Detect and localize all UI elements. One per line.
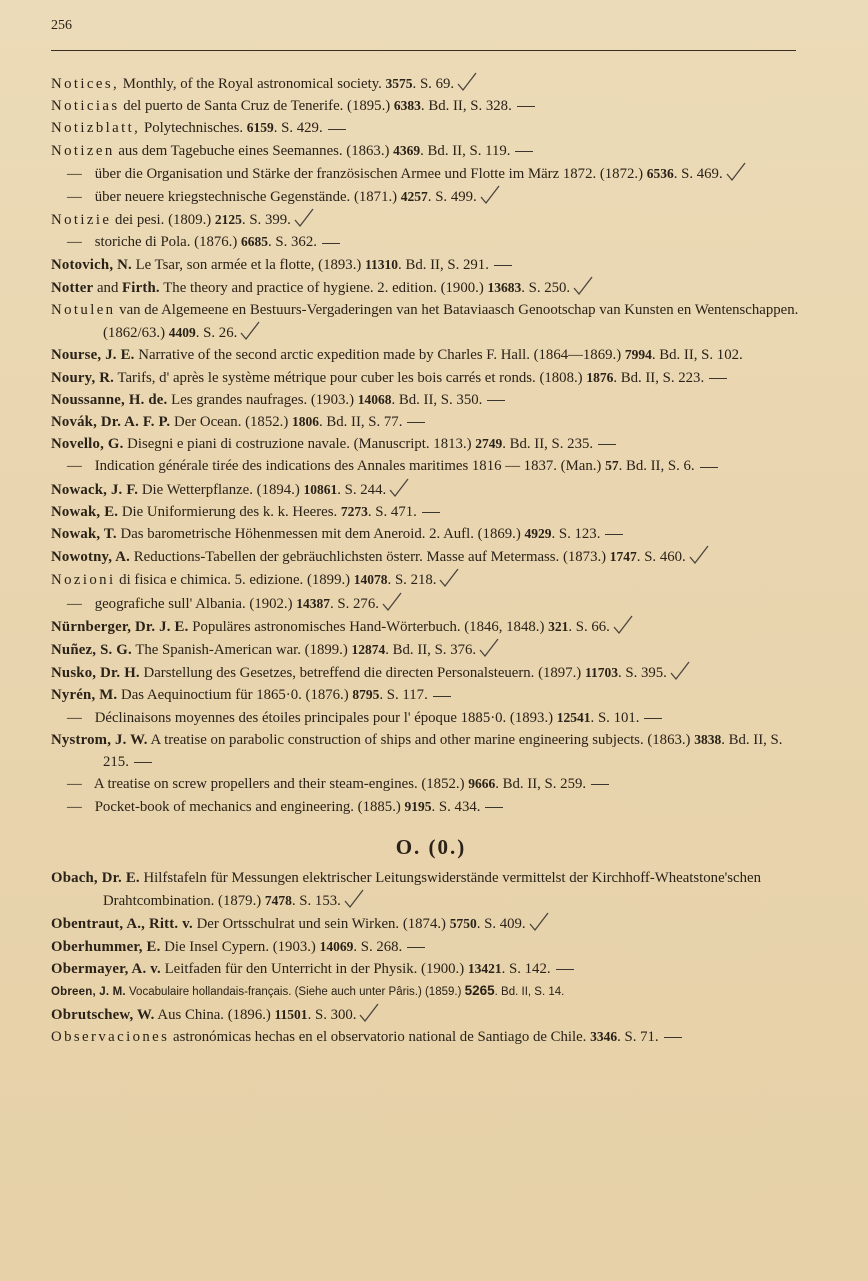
entry-title: Hilfstafeln für Messungen elektrischer Leitungswiderstände vermittelst der Kirchhoff-Wheatstone'schen Drahtcombination. (1879.): [103, 869, 761, 910]
entry-title: The theory and practice of hygiene. 2. edition. (1900.): [159, 279, 488, 296]
index-entry: [51, 117, 811, 139]
index-entries: [51, 72, 811, 1048]
entry-headword: Nourse, J. E.: [51, 347, 135, 364]
check-mark-icon: [343, 889, 365, 909]
index-entry: [51, 455, 811, 477]
catalog-number: 13421: [467, 960, 502, 976]
entry-title: Les grandes naufrages. (1903.): [167, 391, 358, 408]
entry-title: geografiche sull' Albania. (1902.): [91, 595, 297, 612]
catalog-number: 14387: [296, 595, 330, 611]
index-entry: [51, 1026, 811, 1048]
page-reference: . Bd. II, S. 328.: [420, 98, 512, 115]
dash-mark-icon: [485, 807, 503, 808]
entry-title: di fisica e chimica. 5. edizione. (1899.): [115, 572, 354, 589]
page-reference: . S. 276.: [330, 595, 379, 612]
check-mark-icon: [612, 615, 634, 635]
index-entry: [51, 912, 811, 935]
entry-title: Tarifs, d' après le système métrique pour cuber les bois carrés et ronds. (1808.): [114, 369, 587, 386]
dash-mark-icon: [422, 512, 440, 513]
entry-title: Aus China. (1896.): [154, 1006, 275, 1023]
catalog-number: 14078: [353, 572, 388, 588]
catalog-number: 5265: [464, 982, 495, 998]
entry-headword: Noussanne, H. de.: [51, 391, 168, 408]
section-heading: O. (0.): [395, 834, 467, 859]
entry-title: Die Uniformierung des k. k. Heeres.: [118, 503, 341, 520]
entry-headword: Noury, R.: [51, 369, 115, 386]
entry-title: aus dem Tagebuche eines Seemannes. (1863.): [114, 142, 394, 159]
index-entry: [51, 254, 811, 276]
dash-mark-icon: [605, 534, 623, 535]
page-reference: . S. 71.: [617, 1029, 659, 1046]
entry-title: Reductions-Tabellen der gebräuchlichsten österr. Masse auf Metermass. (1873.): [130, 549, 610, 566]
page-reference: . S. 26.: [195, 325, 238, 342]
index-entry: [51, 661, 811, 684]
catalog-number: 11310: [365, 256, 399, 272]
entry-headword: Obach, Dr. E.: [51, 869, 140, 886]
n-entries-list: [51, 72, 811, 818]
page-reference: . Bd. II, S. 376.: [385, 642, 477, 659]
page-reference: . S. 218.: [387, 572, 437, 589]
page-reference: . S. 409.: [476, 916, 526, 933]
check-mark-icon: [669, 661, 691, 681]
check-mark-icon: [456, 72, 478, 92]
entry-headword: Noticias: [51, 98, 120, 115]
dash-mark-icon: [709, 378, 727, 379]
index-entry: [51, 140, 811, 162]
index-entry: [51, 867, 811, 912]
entry-title: Indication générale tirée des indications des Annales maritimes 1816 — 1837. (Man.): [91, 458, 606, 475]
index-entry: [51, 299, 811, 344]
check-mark-icon: [388, 478, 410, 498]
page-reference: . Bd. II, S. 215.: [103, 731, 783, 771]
index-entry: [51, 638, 811, 661]
entry-title: and: [93, 279, 123, 296]
catalog-number: 8795: [352, 687, 380, 703]
entry-title: Der Ocean. (1852.): [170, 414, 292, 431]
catalog-number: 11703: [584, 665, 618, 681]
page-reference: . S. 69.: [412, 76, 455, 92]
dash-mark-icon: [591, 784, 609, 785]
catalog-number: 57: [605, 458, 619, 474]
page-reference: . S. 362.: [268, 234, 317, 251]
check-mark-icon: [528, 912, 550, 932]
entry-headword: Notizie: [51, 212, 112, 229]
catalog-number: 7478: [264, 893, 292, 909]
entry-headword: Observaciones: [51, 1029, 170, 1046]
index-entry: [51, 936, 811, 958]
index-entry: [51, 592, 811, 615]
entry-title: Das Aequinoctium für 1865·0. (1876.): [117, 687, 353, 704]
entry-headword: —: [67, 709, 82, 726]
entry-headword: Notulen: [51, 302, 116, 319]
index-entry: [51, 208, 811, 231]
page-reference: . Bd. II, S. 14.: [494, 985, 565, 998]
check-mark-icon: [239, 321, 261, 341]
catalog-number: 4929: [524, 526, 552, 542]
catalog-number: 7273: [340, 503, 368, 519]
catalog-number: 12541: [556, 709, 591, 725]
entry-title: über die Organisation und Stärke der französischen Armee und Flotte im März 1872. (1872.): [91, 165, 647, 182]
page-reference: . S. 434.: [431, 798, 481, 815]
entry-title: A treatise on parabolic construction of ships and other marine engineering subjects. (1863.): [147, 731, 695, 748]
index-entry: [51, 411, 811, 433]
entry-headword: Nozioni: [51, 572, 116, 589]
catalog-number: 11501: [274, 1006, 308, 1022]
catalog-number: 3838: [694, 731, 722, 747]
index-entry: [51, 1003, 811, 1026]
entry-headword: —: [67, 165, 82, 182]
entry-title: van de Algemeene en Bestuurs-Vergaderingen van het Bataviaasch Genootschap van Kunsten en Wentenschappen. (1862/63.): [103, 302, 799, 342]
entry-title: Populäres astronomisches Hand-Wörterbuch. (1846, 1848.): [188, 618, 549, 635]
check-mark-icon: [572, 276, 594, 296]
dash-mark-icon: [328, 129, 346, 130]
index-entry: [51, 615, 811, 638]
page-reference: . S. 471.: [367, 503, 417, 520]
index-entry: [51, 231, 811, 253]
check-mark-icon: [688, 545, 710, 565]
entry-headword: —: [67, 776, 82, 793]
index-entry: [51, 707, 811, 729]
entry-headword: Novello, G.: [51, 436, 124, 453]
entry-headword: —: [67, 189, 82, 206]
catalog-number: 1806: [291, 414, 319, 430]
index-entry: [51, 185, 811, 208]
index-entry: [51, 501, 811, 523]
header-rule: [51, 50, 796, 51]
catalog-number: 321: [548, 618, 569, 634]
entry-title: del puerto de Santa Cruz de Tenerife. (1895.): [119, 98, 394, 115]
entry-headword: Nuñez, S. G.: [51, 642, 132, 659]
dash-mark-icon: [515, 151, 533, 152]
check-mark-icon: [479, 185, 501, 205]
entry-headword: Nowak, E.: [51, 503, 119, 520]
page-reference: . S. 300.: [307, 1006, 357, 1023]
catalog-number: 2125: [214, 212, 242, 228]
index-entry: [51, 72, 811, 95]
page-reference: . S. 123.: [551, 526, 601, 543]
catalog-number: 14069: [319, 938, 354, 954]
page-reference: . S. 395.: [617, 665, 667, 682]
entry-title: astronómicas hechas en el observatorio national de Santiago de Chile.: [169, 1029, 591, 1046]
index-entry: [51, 773, 811, 795]
catalog-number: 7994: [624, 347, 652, 363]
dash-mark-icon: [433, 696, 451, 697]
catalog-number: 6685: [241, 234, 268, 250]
page-reference: . S. 429.: [273, 120, 323, 137]
catalog-number: 2749: [475, 436, 503, 452]
catalog-number: 1747: [609, 549, 637, 565]
index-entry: [51, 95, 811, 117]
entry-headword: Obreen, J. M.: [51, 985, 126, 998]
page-reference: . S. 142.: [501, 960, 551, 977]
page-reference: . Bd. II, S. 350.: [391, 391, 483, 408]
catalog-number: 4369: [393, 142, 421, 158]
entry-headword: Nystrom, J. W.: [51, 731, 148, 748]
index-entry: [51, 729, 811, 773]
dash-mark-icon: [556, 969, 574, 970]
page-number: 256: [51, 18, 72, 33]
dash-mark-icon: [700, 467, 718, 468]
check-mark-icon: [381, 592, 403, 612]
check-mark-icon: [478, 638, 500, 658]
index-entry: [51, 162, 811, 185]
catalog-number: 13683: [487, 279, 522, 295]
entry-title: Die Wetterpflanze. (1894.): [138, 481, 304, 498]
index-entry: [51, 568, 811, 591]
page-reference: . Bd. II, S. 6.: [618, 458, 695, 475]
entry-headword: Notizen: [51, 142, 115, 159]
page-reference: . Bd. II, S. 77.: [318, 414, 403, 431]
index-entry: [51, 684, 811, 706]
entry-title: storiche di Pola. (1876.): [91, 234, 241, 251]
entry-title: Der Ortsschulrat und sein Wirken. (1874.): [192, 916, 450, 933]
index-entry: [51, 367, 811, 389]
entry-title: Pocket-book of mechanics and engineering. (1885.): [91, 798, 405, 815]
page-reference: . Bd. II, S. 119.: [420, 142, 511, 159]
entry-headword: —: [67, 234, 82, 251]
page-reference: . S. 399.: [241, 212, 291, 229]
entry-headword: Notizblatt,: [51, 120, 141, 137]
catalog-number: 10861: [303, 481, 338, 497]
page-reference: . Bd. II, S. 235.: [502, 436, 594, 453]
index-entry: [51, 958, 811, 980]
entry-title: The Spanish-American war. (1899.): [131, 642, 352, 659]
entry-headword: Nowotny, A.: [51, 549, 131, 566]
catalog-number: 14068: [357, 391, 392, 407]
entry-headword: Obrutschew, W.: [51, 1006, 155, 1023]
entry-title: Die Insel Cypern. (1903.): [160, 938, 320, 955]
entry-headword: Obermayer, A. v.: [51, 960, 161, 977]
check-mark-icon: [438, 568, 460, 588]
entry-title: Das barometrische Höhenmessen mit dem Aneroid. 2. Aufl. (1869.): [116, 526, 525, 543]
index-entry: [51, 796, 811, 818]
dash-mark-icon: [487, 400, 505, 401]
catalog-number: 3346: [590, 1029, 618, 1045]
entry-headword: —: [67, 595, 82, 612]
catalog-number: 9666: [468, 776, 496, 792]
page-reference: . S. 460.: [636, 549, 686, 566]
page-reference: . S. 250.: [521, 279, 571, 296]
catalog-number: 6159: [246, 120, 274, 136]
index-entry: [51, 523, 811, 545]
page-reference: . Bd. II, S. 223.: [613, 369, 705, 386]
catalog-number: 6536: [646, 165, 674, 181]
dash-mark-icon: [134, 762, 152, 763]
check-mark-icon: [725, 162, 747, 182]
entry-headword: Nürnberger, Dr. J. E.: [51, 618, 189, 635]
page-reference: . S. 117.: [379, 687, 428, 704]
index-entry: [51, 545, 811, 568]
entry-headword: Nowack, J. F.: [51, 481, 139, 498]
entry-title: Leitfaden für den Unterricht in der Physik. (1900.): [160, 960, 468, 977]
catalog-number: 4257: [400, 189, 428, 205]
index-entry: [51, 433, 811, 455]
page-reference: . Bd. II, S. 291.: [398, 256, 489, 273]
catalog-number: 6383: [393, 98, 421, 114]
index-entry: [51, 389, 811, 411]
dash-mark-icon: [494, 265, 512, 266]
page-reference: . S. 244.: [337, 481, 387, 498]
entry-title: Darstellung des Gesetzes, betreffend die directen Personalsteuern. (1897.): [139, 665, 585, 682]
entry-headword: Notices,: [51, 76, 120, 92]
index-entry: [51, 276, 811, 299]
page-reference: . S. 101.: [590, 709, 640, 726]
entry-title: Disegni e piani di costruzione navale. (Manuscript. 1813.): [123, 436, 476, 453]
entry-headword-coauthor: Firth.: [122, 279, 160, 296]
entry-title: Polytechnisches.: [140, 120, 247, 137]
dash-mark-icon: [664, 1037, 682, 1038]
page-reference: . Bd. II, S. 102.: [651, 347, 743, 364]
page-reference: . S. 469.: [673, 165, 723, 182]
index-entry: [51, 344, 811, 366]
page-reference: . S. 153.: [291, 893, 341, 910]
dash-mark-icon: [407, 947, 425, 948]
entry-headword: Novák, Dr. A. F. P.: [51, 414, 171, 431]
entry-title: Vocabulaire hollandais-français. (Siehe auch unter Pâris.) (1859.): [125, 985, 465, 998]
dash-mark-icon: [598, 444, 616, 445]
entry-headword: —: [67, 798, 82, 815]
entry-title: Narrative of the second arctic expedition made by Charles F. Hall. (1864—1869.): [134, 347, 625, 364]
entry-title: dei pesi. (1809.): [111, 212, 215, 229]
entry-headword: Nowak, T.: [51, 526, 117, 543]
catalog-number: 5750: [449, 916, 477, 932]
check-mark-icon: [293, 208, 315, 228]
entry-headword: —: [67, 458, 82, 475]
catalog-number: 3575: [385, 76, 413, 91]
entry-headword: Notovich, N.: [51, 256, 132, 273]
dash-mark-icon: [322, 243, 340, 244]
entry-headword: Notter: [51, 279, 94, 296]
catalog-number: 12874: [351, 642, 386, 658]
page-reference: . Bd. II, S. 259.: [495, 776, 587, 793]
dash-mark-icon: [407, 422, 425, 423]
entry-title: Le Tsar, son armée et la flotte, (1893.): [131, 256, 366, 273]
page-reference: . S. 499.: [427, 189, 477, 206]
entry-headword: Oberhummer, E.: [51, 938, 161, 955]
dash-mark-icon: [644, 718, 662, 719]
page-reference: . S. 66.: [568, 618, 610, 635]
page-reference: . S. 268.: [353, 938, 403, 955]
entry-headword: Obentraut, A., Ritt. v.: [51, 916, 193, 933]
catalog-number: 4409: [168, 325, 196, 341]
entry-title: A treatise on screw propellers and their steam-engines. (1852.): [91, 776, 469, 793]
entry-title: über neuere kriegstechnische Gegenstände. (1871.): [91, 189, 401, 206]
o-entries-list: [51, 867, 811, 1048]
dash-mark-icon: [517, 106, 535, 107]
check-mark-icon: [358, 1003, 380, 1023]
entry-title: Déclinaisons moyennes des étoiles principales pour l' époque 1885·0. (1893.): [91, 709, 557, 726]
entry-headword: Nusko, Dr. H.: [51, 665, 140, 682]
catalog-number: 1876: [586, 369, 614, 385]
entry-title: Monthly, of the Royal astronomical society.: [119, 76, 386, 92]
index-entry: [51, 478, 811, 501]
catalog-number: 9195: [404, 798, 432, 814]
index-entry: [51, 980, 811, 1003]
entry-headword: Nyrén, M.: [51, 687, 118, 704]
